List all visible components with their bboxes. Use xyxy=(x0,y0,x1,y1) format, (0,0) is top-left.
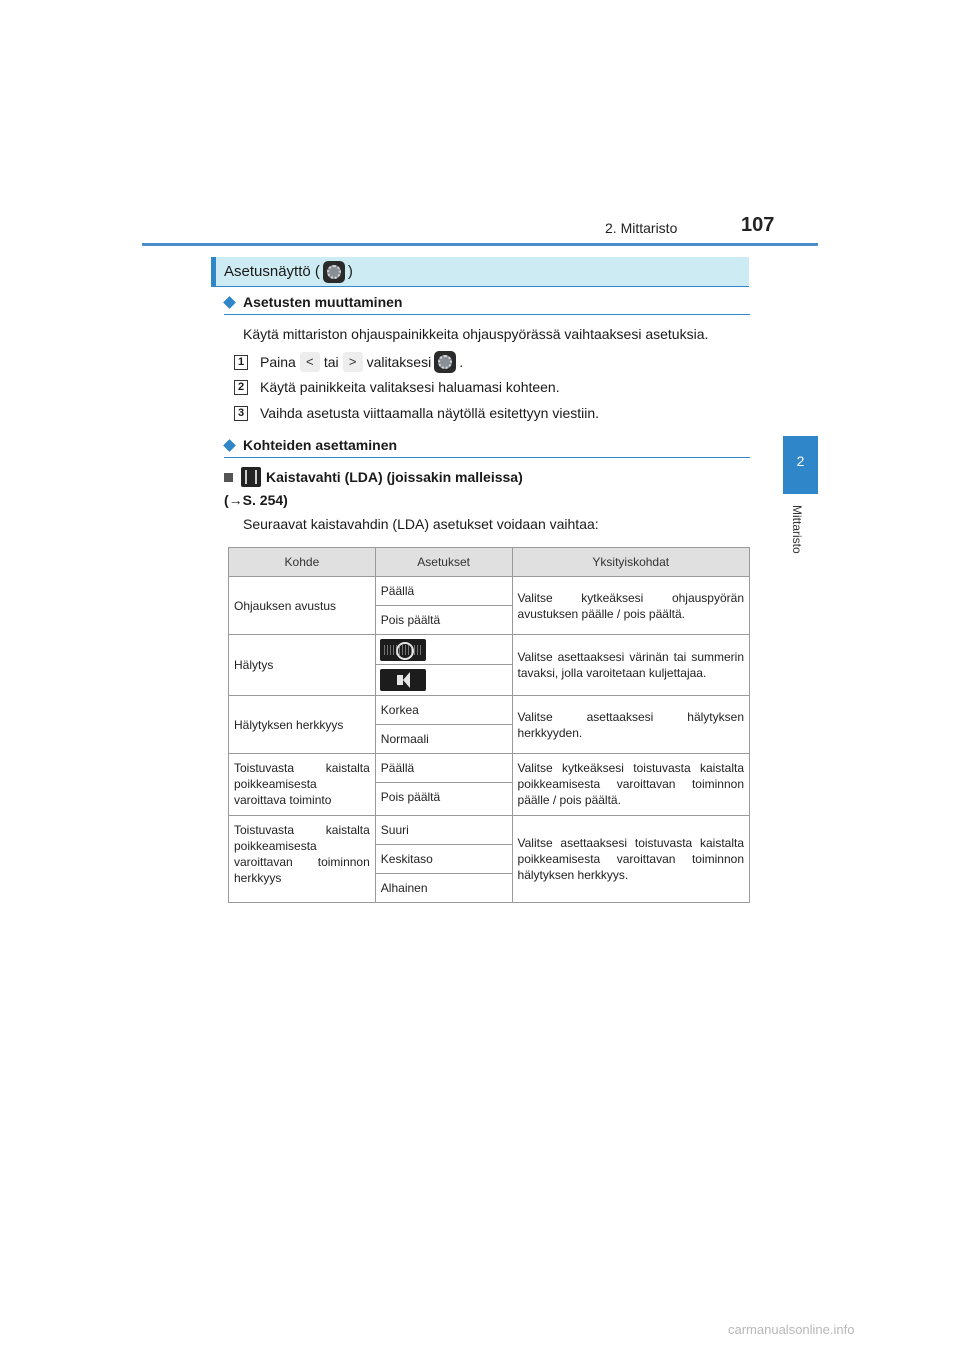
page-number: 107 xyxy=(741,214,775,236)
table-cell-setting: Pois päältä xyxy=(375,783,512,816)
step-text: valitaksesi xyxy=(366,354,432,370)
step-number: 3 xyxy=(234,406,248,421)
chevron-left-icon: < xyxy=(300,352,320,372)
diamond-bullet-icon xyxy=(223,439,236,452)
table-cell-item: Hälytyksen herkkyys xyxy=(229,696,376,754)
subheading-text: Kohteiden asettaminen xyxy=(243,437,398,453)
table-cell-details: Valitse asettaaksesi toistuvasta kaistalta poikkeamisesta varoittavan toiminnon hälytyksen herkkyys. xyxy=(512,816,749,903)
table-cell-item: Ohjauksen avustus xyxy=(229,577,376,635)
table-cell-setting: Normaali xyxy=(375,725,512,754)
step-text: Vaihda asetusta viittaamalla näytöllä esitettyyn viestiin. xyxy=(260,405,600,421)
lda-heading xyxy=(224,467,523,508)
table-cell-details: Valitse asettaaksesi värinän tai summerin tavaksi, jolla varoitetaan kuljettajaa. xyxy=(512,635,749,696)
buzzer-speaker-icon xyxy=(380,669,426,691)
table-cell-details: Valitse kytkeäksesi toistuvasta kaistalta poikkeamisesta varoittavan toiminnon päälle / pois päältä. xyxy=(512,754,749,816)
table-cell-setting xyxy=(375,665,512,696)
subheading-text: Asetusten muuttaminen xyxy=(243,294,403,310)
step-text: Paina xyxy=(260,354,296,370)
table-cell-details: Valitse asettaaksesi hälytyksen herkkyyden. xyxy=(512,696,749,754)
step-text: Käytä painikkeita valitaksesi haluamasi kohteen. xyxy=(260,379,560,395)
step-1 xyxy=(234,351,463,373)
step-text: . xyxy=(459,354,464,370)
subheading-settings-change xyxy=(224,294,750,315)
table-row xyxy=(229,816,750,845)
table-row xyxy=(229,754,750,783)
settings-intro: Käytä mittariston ohjauspainikkeita ohjauspyörässä vaihtaaksesi asetuksia. xyxy=(243,326,709,342)
table-cell-setting: Korkea xyxy=(375,696,512,725)
table-cell-setting: Keskitaso xyxy=(375,845,512,874)
table-cell-setting: Alhainen xyxy=(375,874,512,903)
chapter-tab-label: Mittaristo xyxy=(790,505,804,554)
running-header: 2. Mittaristo xyxy=(605,220,678,236)
gear-icon xyxy=(434,351,456,373)
table-cell-setting: Päällä xyxy=(375,577,512,606)
table-cell-setting xyxy=(375,635,512,665)
table-cell-setting: Pois päältä xyxy=(375,606,512,635)
step-text: tai xyxy=(323,354,339,370)
square-bullet-icon xyxy=(224,473,233,482)
steering-wheel-vibration-icon xyxy=(380,639,426,661)
subheading-items-setup xyxy=(224,437,750,458)
table-cell-setting: Päällä xyxy=(375,754,512,783)
table-cell-item: Toistuvasta kaistalta poikkeamisesta varoittavan toiminnon herkkyys xyxy=(229,816,376,903)
column-header: Yksityiskohdat xyxy=(512,548,749,577)
page-reference-link[interactable]: (→S. 254) xyxy=(224,492,288,508)
lda-intro: Seuraavat kaistavahdin (LDA) asetukset voidaan vaihtaa: xyxy=(243,516,599,532)
diamond-bullet-icon xyxy=(223,296,236,309)
chevron-right-icon: > xyxy=(343,352,363,372)
chapter-tab[interactable]: 2 xyxy=(783,436,818,494)
gear-icon xyxy=(323,261,345,283)
table-row xyxy=(229,635,750,665)
table-cell-item: Toistuvasta kaistalta poikkeamisesta varoittava toiminto xyxy=(229,754,376,816)
step-number: 1 xyxy=(234,355,248,370)
section-title-suffix: ) xyxy=(347,263,353,280)
section-title-bar xyxy=(211,257,749,287)
column-header: Kohde xyxy=(229,548,376,577)
step-number: 2 xyxy=(234,380,248,395)
table-row xyxy=(229,696,750,725)
lda-settings-table xyxy=(228,547,750,903)
table-row xyxy=(229,577,750,606)
lda-title: Kaistavahti (LDA) (joissakin malleissa) xyxy=(266,469,523,485)
step-3 xyxy=(234,405,599,421)
section-title-prefix: Asetusnäyttö ( xyxy=(224,263,320,280)
watermark: carmanualsonline.info xyxy=(728,1322,855,1337)
header-rule xyxy=(142,243,818,246)
column-header: Asetukset xyxy=(375,548,512,577)
table-header-row xyxy=(229,548,750,577)
table-cell-item: Hälytys xyxy=(229,635,376,696)
lane-departure-icon xyxy=(241,467,261,487)
step-2 xyxy=(234,379,560,395)
table-cell-setting: Suuri xyxy=(375,816,512,845)
table-cell-details: Valitse kytkeäksesi ohjauspyörän avustuksen päälle / pois päältä. xyxy=(512,577,749,635)
